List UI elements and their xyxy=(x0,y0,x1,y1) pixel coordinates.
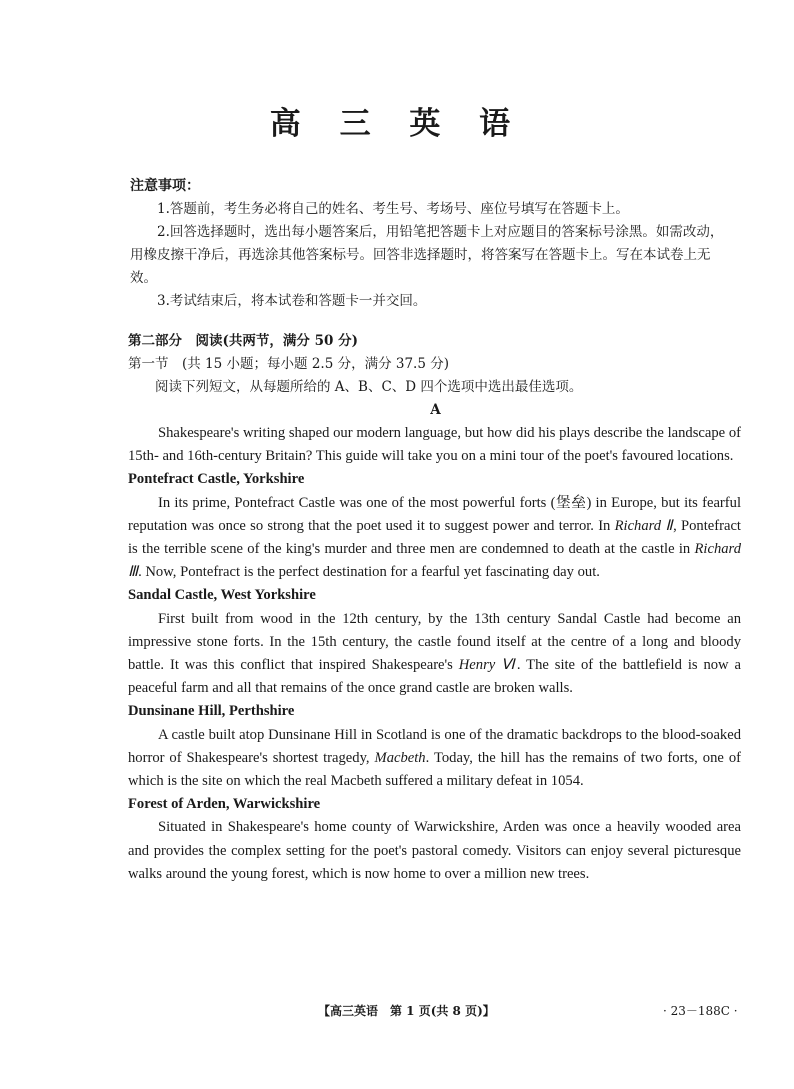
instruction-text: 阅读下列短文，从每题所给的 A、B、C、D 四个选项中选出最佳选项。 xyxy=(155,379,583,395)
text-span: In its prime, Pontefract Castle was one of the most powerful forts (堡垒) in Europe, but its fearful reputation was once so strong that the poet used it to suggest power and terror. In xyxy=(128,494,741,534)
notice-item-1: 1.答题前，考生务必将自己的姓名、考生号、考场号、座位号填写在答题卡上。 xyxy=(157,201,629,217)
paragraph-sandal xyxy=(128,608,741,701)
text-span: First built from wood in the 12th century, by the 13th century Sandal Castle had become an impressive stone forts. In the 15th century, the castle found itself at the centre of a long and bloody battle. It was this conflict that inspired Shakespeare's xyxy=(128,610,741,674)
reading-section-header xyxy=(128,330,743,422)
footer-exam-code: · 23－188C · xyxy=(663,1004,738,1018)
paragraph-pontefract xyxy=(128,492,741,585)
play-title-richard-ii: Richard Ⅱ xyxy=(614,517,674,534)
text-span: , Pontefract is the terrible scene of the king's murder and three men are condemned to death at the castle in xyxy=(128,517,741,558)
text-span: . Now, Pontefract is the perfect destination for a fearful yet fascinating day out. xyxy=(138,564,600,581)
paragraph-dunsinane xyxy=(128,724,741,794)
subsection-heading: 第一节 (共 15 小题；每小题 2.5 分，满分 37.5 分) xyxy=(128,356,449,372)
location-heading-pontefract: Pontefract Castle, Yorkshire xyxy=(128,471,305,488)
passage-body xyxy=(128,422,741,886)
play-title-macbeth: Macbeth xyxy=(374,749,426,766)
passage-intro: Shakespeare's writing shaped our modern language, but how did his plays describe the landscape of 15th- and 16th-century Britain? This guide will take you on a mini tour of the poet's favoured locations. xyxy=(128,425,741,465)
page-title: 高 三 英 语 xyxy=(269,106,525,142)
play-title-richard-iii: Richard Ⅲ xyxy=(128,541,741,581)
location-heading-sandal: Sandal Castle, West Yorkshire xyxy=(128,587,316,604)
footer-page-info: 【高三英语 第 1 页(共 8 页)】 xyxy=(318,1004,495,1018)
location-heading-arden: Forest of Arden, Warwickshire xyxy=(128,796,321,813)
notice-item-2: 2.回答选择题时，选出每小题答案后，用铅笔把答题卡上对应题目的答案标号涂黑。如需改动，用橡皮擦干净后，再选涂其他答案标号。回答非选择题时，将答案写在答题卡上。写在本试卷上无效。 xyxy=(130,224,724,286)
location-heading-dunsinane: Dunsinane Hill, Perthshire xyxy=(128,703,295,720)
notice-item-3: 3.考试结束后，将本试卷和答题卡一并交回。 xyxy=(157,293,427,309)
passage-label: A xyxy=(430,402,441,418)
text-span: . Today, the hill has the remains of two forts, one of which is the site on which the real Macbeth suffered a military defeat in 1054. xyxy=(128,749,741,790)
text-span: A castle built atop Dunsinane Hill in Scotland is one of the dramatic backdrops to the blood-soaked horror of Shakespeare's shortest tragedy, xyxy=(128,726,741,766)
notice-block xyxy=(130,175,725,313)
paragraph-arden: Situated in Shakespeare's home county of Warwickshire, Arden was once a heavily wooded area and provides the complex setting for the poet's pastoral comedy. Visitors can enjoy several picturesque walks around the young forest, which is now home to over a million new trees. xyxy=(128,819,741,882)
notice-heading: 注意事项： xyxy=(130,178,200,194)
text-span: . The site of the battlefield is now a peaceful farm and all that remains of the once grand castle are broken walls. xyxy=(128,657,741,697)
part-heading: 第二部分 阅读(共两节，满分 50 分) xyxy=(128,333,358,349)
play-title-henry-vi: Henry Ⅵ xyxy=(458,657,517,674)
